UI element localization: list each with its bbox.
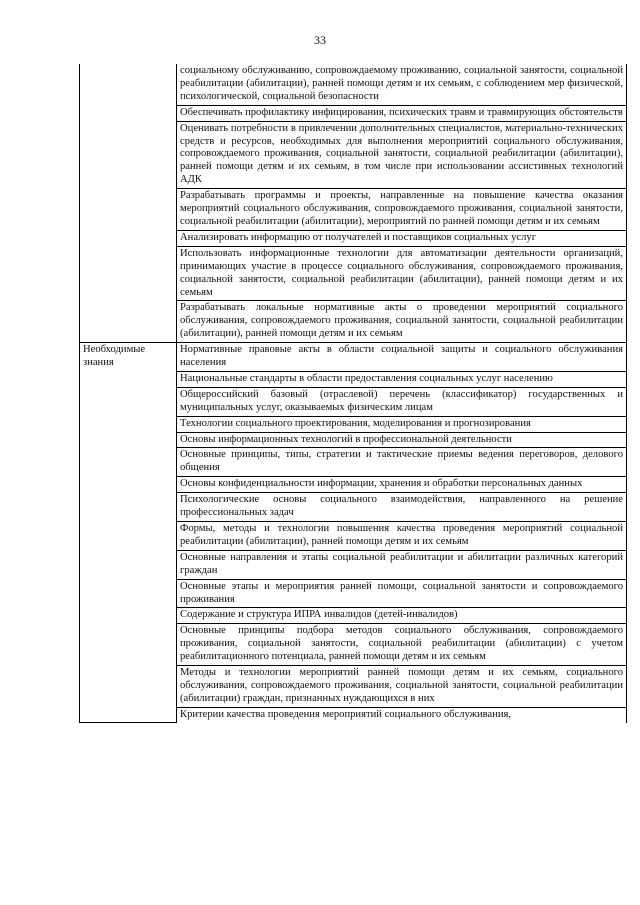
table-cell: Основные принципы, типы, стратегии и тактические приемы ведения переговоров, делового общения bbox=[177, 448, 627, 477]
table-cell: Оценивать потребности в привлечении дополнительных специалистов, материально-технических средств и ресурсов, необходимых для выполнения мероприятий социального обслуживания, сопровождаемого проживания, социальной занятости, социальной реабилитации (абилитации), ранней помощи детям и их семьям, в том числе при использовании ассистивных технологий АДК bbox=[177, 121, 627, 189]
table-cell: Критерии качества проведения мероприятий социального обслуживания, bbox=[177, 707, 627, 722]
table-row bbox=[80, 64, 627, 105]
table-cell: Анализировать информацию от получателей и поставщиков социальных услуг bbox=[177, 230, 627, 246]
table-row bbox=[80, 343, 627, 372]
table-cell: Обеспечивать профилактику инфицирования, психических травм и травмирующих обстоятельств bbox=[177, 105, 627, 121]
table-cell: Разрабатывать программы и проекты, направленные на повышение качества оказания мероприятий социального обслуживания, сопровождаемого проживания, социальной занятости, социальной реабилитации (абилитации), мероприятий по ранней помощи детям и их семьям bbox=[177, 189, 627, 231]
table-cell: Содержание и структура ИПРА инвалидов (детей-инвалидов) bbox=[177, 608, 627, 624]
table-cell: Формы, методы и технологии повышения качества проведения мероприятий социальной реабилитации (абилитации), ранней помощи детям и их семьям bbox=[177, 522, 627, 551]
table-cell: Общероссийский базовый (отраслевой) перечень (классификатор) государственных и муниципальных услуг, оказываемых физическим лицам bbox=[177, 387, 627, 416]
table-cell: Методы и технологии мероприятий ранней помощи детям и их семьям, социального обслуживания, сопровождаемого проживания, социальной занятости, социальной реабилитации (абилитации) граждан, признанных нуждающихся в них bbox=[177, 666, 627, 708]
table-cell: Основы конфиденциальности информации, хранения и обработки персональных данных bbox=[177, 477, 627, 493]
table-cell: Разрабатывать локальные нормативные акты о проведении мероприятий социального обслуживания, сопровождаемого проживания, социальной занятости, социальной реабилитации (абилитации), ранней помощи детям и их семьям bbox=[177, 301, 627, 343]
competency-table bbox=[79, 64, 627, 723]
table-cell: Технологии социального проектирования, моделирования и прогнозирования bbox=[177, 416, 627, 432]
page-number: 33 bbox=[314, 33, 326, 47]
table-cell: Основные направления и этапы социальной реабилитации и абилитации различных категорий граждан bbox=[177, 550, 627, 579]
table-cell: Нормативные правовые акты в области социальной защиты и социального обслуживания населения bbox=[177, 343, 627, 372]
table-cell: Психологические основы социального взаимодействия, направленного на решение профессиональных задач bbox=[177, 493, 627, 522]
table-cell: Основные принципы подбора методов социального обслуживания, сопровождаемого проживания, социальной занятости, социальной реабилитации (абилитации) с учетом реабилитационного потенциала, ранней помощи детям и их семьям bbox=[177, 624, 627, 666]
table-cell: Основы информационных технологий в профессиональной деятельности bbox=[177, 432, 627, 448]
knowledge-label: Необходимые знания bbox=[80, 343, 177, 723]
table-cell: Использовать информационные технологии для автоматизации деятельности организаций, принимающих участие в процессе социального обслуживания, сопровождаемого проживания, социальной занятости, социальной реабилитации (абилитации), ранней помощи детям и их семьям bbox=[177, 246, 627, 301]
table-cell: Национальные стандарты в области предоставления социальных услуг населению bbox=[177, 371, 627, 387]
skills-label-cell bbox=[80, 64, 177, 343]
table-cell: Основные этапы и мероприятия ранней помощи, социальной занятости и сопровождаемого проживания bbox=[177, 579, 627, 608]
table-cell: социальному обслуживанию, сопровождаемому проживанию, социальной занятости, социальной реабилитации (абилитации), ранней помощи детям и их семьям, с соблюдением мер физической, психологической, социальной безопасности bbox=[177, 64, 627, 105]
